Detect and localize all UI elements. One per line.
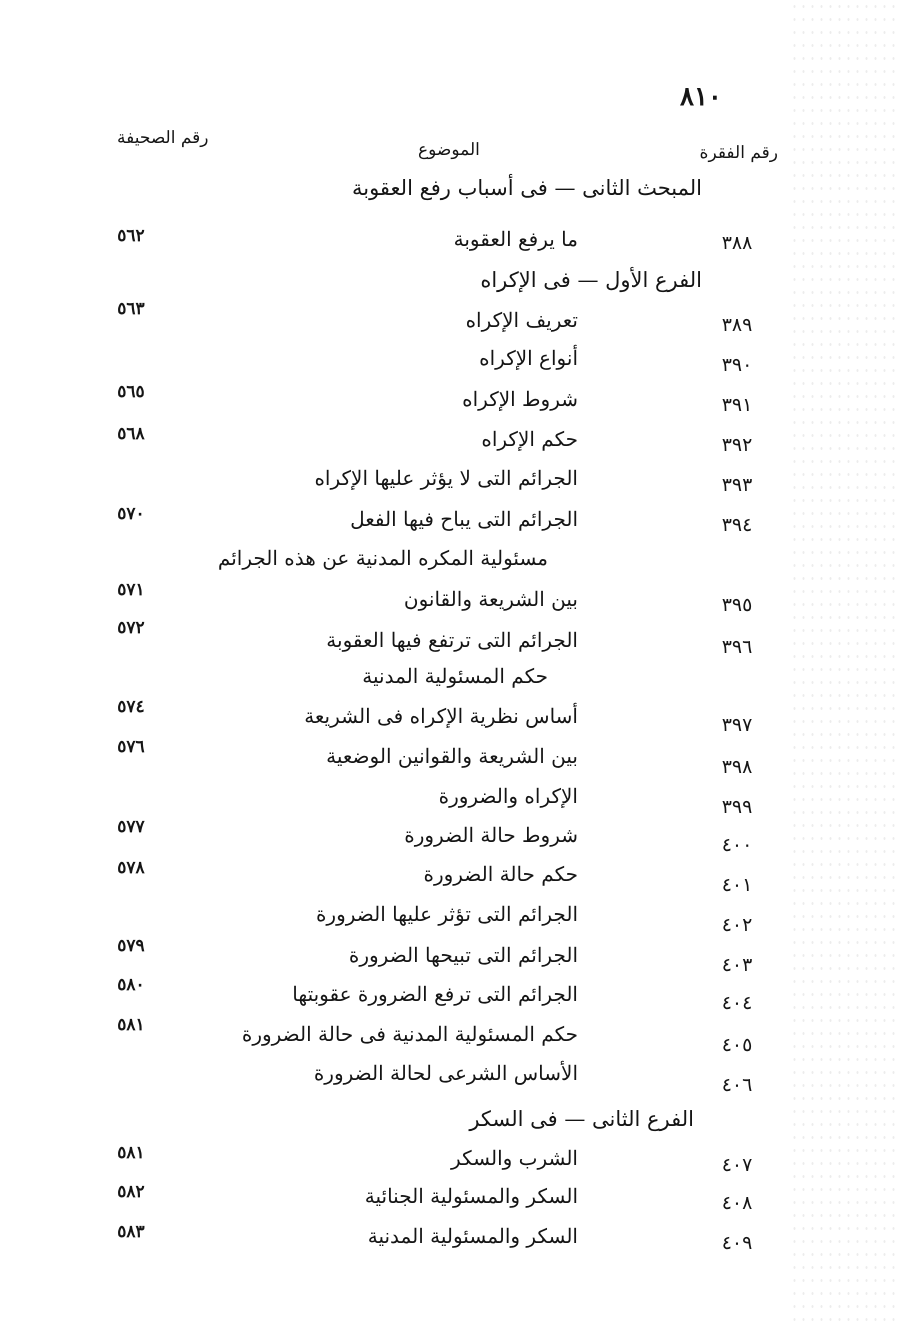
- entry-page: ٥٧٠: [117, 504, 145, 524]
- entry-number: ٣٩٩: [721, 796, 753, 818]
- entry-page: ٥٨٢: [117, 1182, 145, 1202]
- column-header-paragraph-number: رقم الفقرة: [699, 143, 778, 163]
- entry-number: ٣٩٥: [721, 594, 753, 616]
- entry-number: ٤٠٨: [721, 1192, 753, 1214]
- entry-number: ٣٨٨: [721, 232, 753, 254]
- entry-title: الأساس الشرعى لحالة الضرورة: [313, 1061, 578, 1085]
- entry-number: ٣٨٩: [721, 314, 753, 336]
- entry-title: الجرائم التى ترفع الضرورة عقوبتها: [292, 982, 578, 1006]
- entry-page: ٥٦٥: [117, 382, 145, 402]
- entry-page: ٥٨١: [117, 1143, 145, 1163]
- entry-title: ما يرفع العقوبة: [453, 227, 578, 251]
- entry-page: ٥٧٦: [117, 737, 145, 757]
- entry-title: أساس نظرية الإكراه فى الشريعة: [304, 704, 578, 728]
- entry-title: حكم المسئولية المدنية فى حالة الضرورة: [241, 1022, 578, 1046]
- entry-page: ٥٧١: [117, 580, 145, 600]
- entry-title: الإكراه والضرورة: [438, 784, 578, 808]
- section-heading: المبحث الثانى — فى أسباب رفع العقوبة: [351, 176, 702, 200]
- entry-number: ٤٠٦: [721, 1074, 753, 1096]
- entry-title: الجرائم التى تؤثر عليها الضرورة: [315, 902, 578, 926]
- entry-number: ٤٠٠: [721, 834, 753, 856]
- entry-title: السكر والمسئولية الجنائية: [364, 1184, 578, 1208]
- entry-page: ٥٨٣: [117, 1222, 145, 1242]
- entry-number: ٣٩٣: [721, 474, 753, 496]
- entry-page: ٥٦٢: [117, 226, 145, 246]
- entry-title: السكر والمسئولية المدنية: [367, 1224, 578, 1248]
- subsection-heading-intoxication: الفرع الثانى — فى السكر: [469, 1107, 694, 1131]
- entry-title: الجرائم التى ترتفع فيها العقوبة: [326, 628, 578, 652]
- entry-title: بين الشريعة والقوانين الوضعية: [326, 744, 578, 768]
- entry-title: تعريف الإكراه: [465, 308, 578, 332]
- entry-page: ٥٨٠: [117, 975, 145, 995]
- entry-page: ٥٧٨: [117, 858, 145, 878]
- entry-number: ٤٠٥: [721, 1034, 753, 1056]
- entry-page: ٥٨١: [117, 1015, 145, 1035]
- entry-title: الجرائم التى لا يؤثر عليها الإكراه: [314, 466, 578, 490]
- entry-number: ٤٠٢: [721, 914, 753, 936]
- entry-number: ٣٩٢: [721, 434, 753, 456]
- column-header-topic: الموضوع: [418, 140, 480, 160]
- entry-number: ٣٩٤: [721, 514, 753, 536]
- entry-title: الجرائم التى يباح فيها الفعل: [350, 507, 578, 531]
- entry-number: ٣٩٦: [721, 636, 753, 658]
- entry-title-continuation: مسئولية المكره المدنية عن هذه الجرائم: [217, 546, 548, 570]
- entry-page: ٥٧٤: [117, 697, 145, 717]
- page-number: ٨١٠: [680, 82, 722, 112]
- entry-title: أنواع الإكراه: [479, 346, 578, 370]
- entry-number: ٤٠٣: [721, 954, 753, 976]
- entry-page: ٥٧٩: [117, 936, 145, 956]
- entry-title-continuation: حكم المسئولية المدنية: [362, 664, 548, 688]
- entry-title: الجرائم التى تبيحها الضرورة: [348, 943, 578, 967]
- entry-number: ٤٠٩: [721, 1232, 753, 1254]
- page-edge-speckle: [790, 0, 900, 1324]
- entry-number: ٣٩١: [721, 394, 753, 416]
- entry-page: ٥٦٨: [117, 424, 145, 444]
- entry-page: ٥٦٣: [117, 299, 145, 319]
- entry-title: شروط الإكراه: [462, 387, 578, 411]
- entry-number: ٣٩٨: [721, 756, 753, 778]
- entry-number: ٤٠١: [721, 874, 753, 896]
- entry-number: ٤٠٧: [721, 1154, 753, 1176]
- entry-number: ٤٠٤: [721, 992, 753, 1014]
- entry-title: حكم الإكراه: [481, 427, 578, 451]
- entry-title: الشرب والسكر: [451, 1146, 578, 1170]
- entry-number: ٣٩٧: [721, 714, 753, 736]
- column-header-page-number: رقم الصحيفة: [117, 128, 209, 148]
- entry-page: ٥٧٢: [117, 618, 145, 638]
- subsection-heading-coercion: الفرع الأول — فى الإكراه: [480, 268, 702, 292]
- entry-number: ٣٩٠: [721, 354, 753, 376]
- entry-title: شروط حالة الضرورة: [404, 823, 578, 847]
- entry-page: ٥٧٧: [117, 817, 145, 837]
- entry-title: بين الشريعة والقانون: [403, 587, 578, 611]
- entry-title: حكم حالة الضرورة: [423, 862, 578, 886]
